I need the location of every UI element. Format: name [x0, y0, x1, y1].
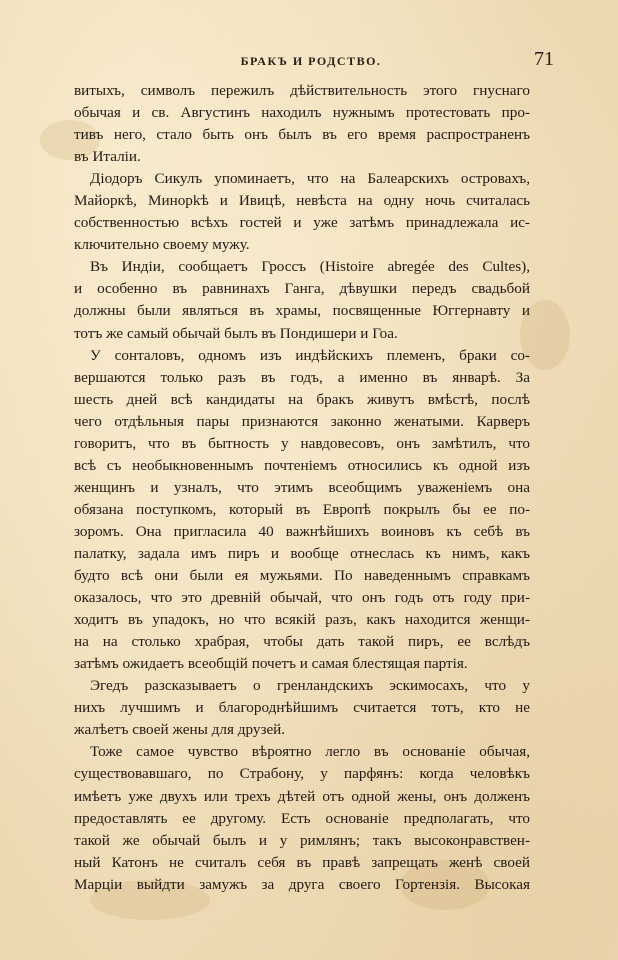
text-line: существовавшаго, по Страбону, у парфянъ: когда человѣкъ	[74, 765, 530, 783]
text-line: женщинъ и узналъ, что этимъ всеобщимъ уваженіемъ она	[74, 478, 530, 496]
text-line: жалѣетъ своей жены для друзей.	[74, 721, 286, 739]
text-line: въ Италіи.	[74, 148, 141, 166]
text-line: должны были являться въ храмы, посвященные Юггернавту и	[74, 302, 530, 320]
text-line: Эгедъ разсказываетъ о гренландскихъ эскимосахъ, что у	[90, 677, 530, 695]
page-header	[72, 48, 554, 72]
text-line: Марціи выйдти замужъ за друга своего Гортензія. Высокая	[74, 875, 530, 893]
text-line: ходитъ въ упадокъ, но что всякій разъ, какъ находится женщи-	[74, 611, 530, 629]
text-line: тотъ же самый обычай былъ въ Пондишери и Гоа.	[74, 324, 398, 342]
text-line: шесть дней всѣ кандидаты на бракъ живутъ вмѣстѣ, послѣ	[74, 390, 530, 408]
running-title: БРАКЪ И РОДСТВО.	[240, 54, 382, 68]
text-line: имѣетъ уже двухъ или трехъ дѣтей отъ одной жены, онъ долженъ	[74, 787, 530, 805]
text-line: оказалось, что это древній обычай, что онъ годъ отъ году при-	[74, 589, 530, 607]
text-line: всѣ съ необыкновеннымъ почтеніемъ относились къ одной изъ	[74, 456, 530, 474]
text-line: Тоже самое чувство вѣроятно легло въ основаніе обычая,	[90, 743, 530, 761]
text-line: нихъ лучшимъ и благороднѣйшимъ считается тотъ, кто не	[74, 699, 530, 717]
page-number: 71	[534, 48, 554, 70]
text-line: будто всѣ они были ея мужьями. По наведеннымъ справкамъ	[74, 567, 530, 585]
text-line: палатку, задала имъ пиръ и вообще отнеслась къ нимъ, какъ	[74, 544, 530, 562]
text-line: предоставлять ее другому. Есть основаніе предполагать, что	[74, 809, 530, 827]
text-line: чего отдѣльныя пары признаются законно женатыми. Карверъ	[74, 412, 530, 430]
text-line: Діодоръ Сикулъ упоминаетъ, что на Балеарскихъ островахъ,	[90, 170, 530, 188]
body-text	[74, 80, 530, 896]
text-line: витыхъ, символъ пережилъ дѣйствительность этого гнуснаго	[74, 82, 530, 99]
text-line: ный Катонъ не считалъ себя въ правѣ запрещать женѣ своей	[74, 853, 530, 871]
text-line: и особенно въ равнинахъ Ганга, дѣвушки передъ свадьбой	[74, 280, 530, 298]
text-line: ключительно своему мужу.	[74, 236, 250, 254]
text-line: на на столько храбрая, чтобы дать такой пиръ, ее вслѣдъ	[74, 633, 530, 651]
text-line: говоритъ, что въ бытность у навдовесовъ, онъ замѣтилъ, что	[74, 434, 530, 452]
text-line: У сонталовъ, одномъ изъ индѣйскихъ племенъ, браки со-	[90, 346, 530, 364]
text-line: собственностью всѣхъ гостей и уже затѣмъ принадлежала ис-	[74, 214, 530, 232]
text-line: затѣмъ ожидаетъ всеобщій почетъ и самая блестящая партія.	[74, 655, 468, 673]
text-line: вершаются только разъ въ годъ, а именно въ январѣ. За	[74, 368, 530, 386]
text-line: такой же обычай былъ и у римлянъ; такъ высоконравствен-	[74, 831, 530, 849]
text-line: Въ Индіи, сообщаетъ Гроссъ (Histoire abregée des Cultes),	[90, 258, 530, 276]
text-line: Майоркѣ, Минорkѣ и Ивицѣ, невѣста на одну ночь считалась	[74, 192, 530, 210]
text-line: обязана поступкомъ, который въ Европѣ покрылъ бы ее по-	[74, 500, 530, 518]
text-line: обычая и св. Августинъ находилъ нужнымъ протестовать про-	[74, 104, 530, 122]
text-line: тивъ него, стало быть онъ былъ въ его время распространенъ	[74, 126, 530, 144]
text-line: зоромъ. Она пригласила 40 важнѣйшихъ воиновъ къ себѣ въ	[74, 522, 530, 540]
